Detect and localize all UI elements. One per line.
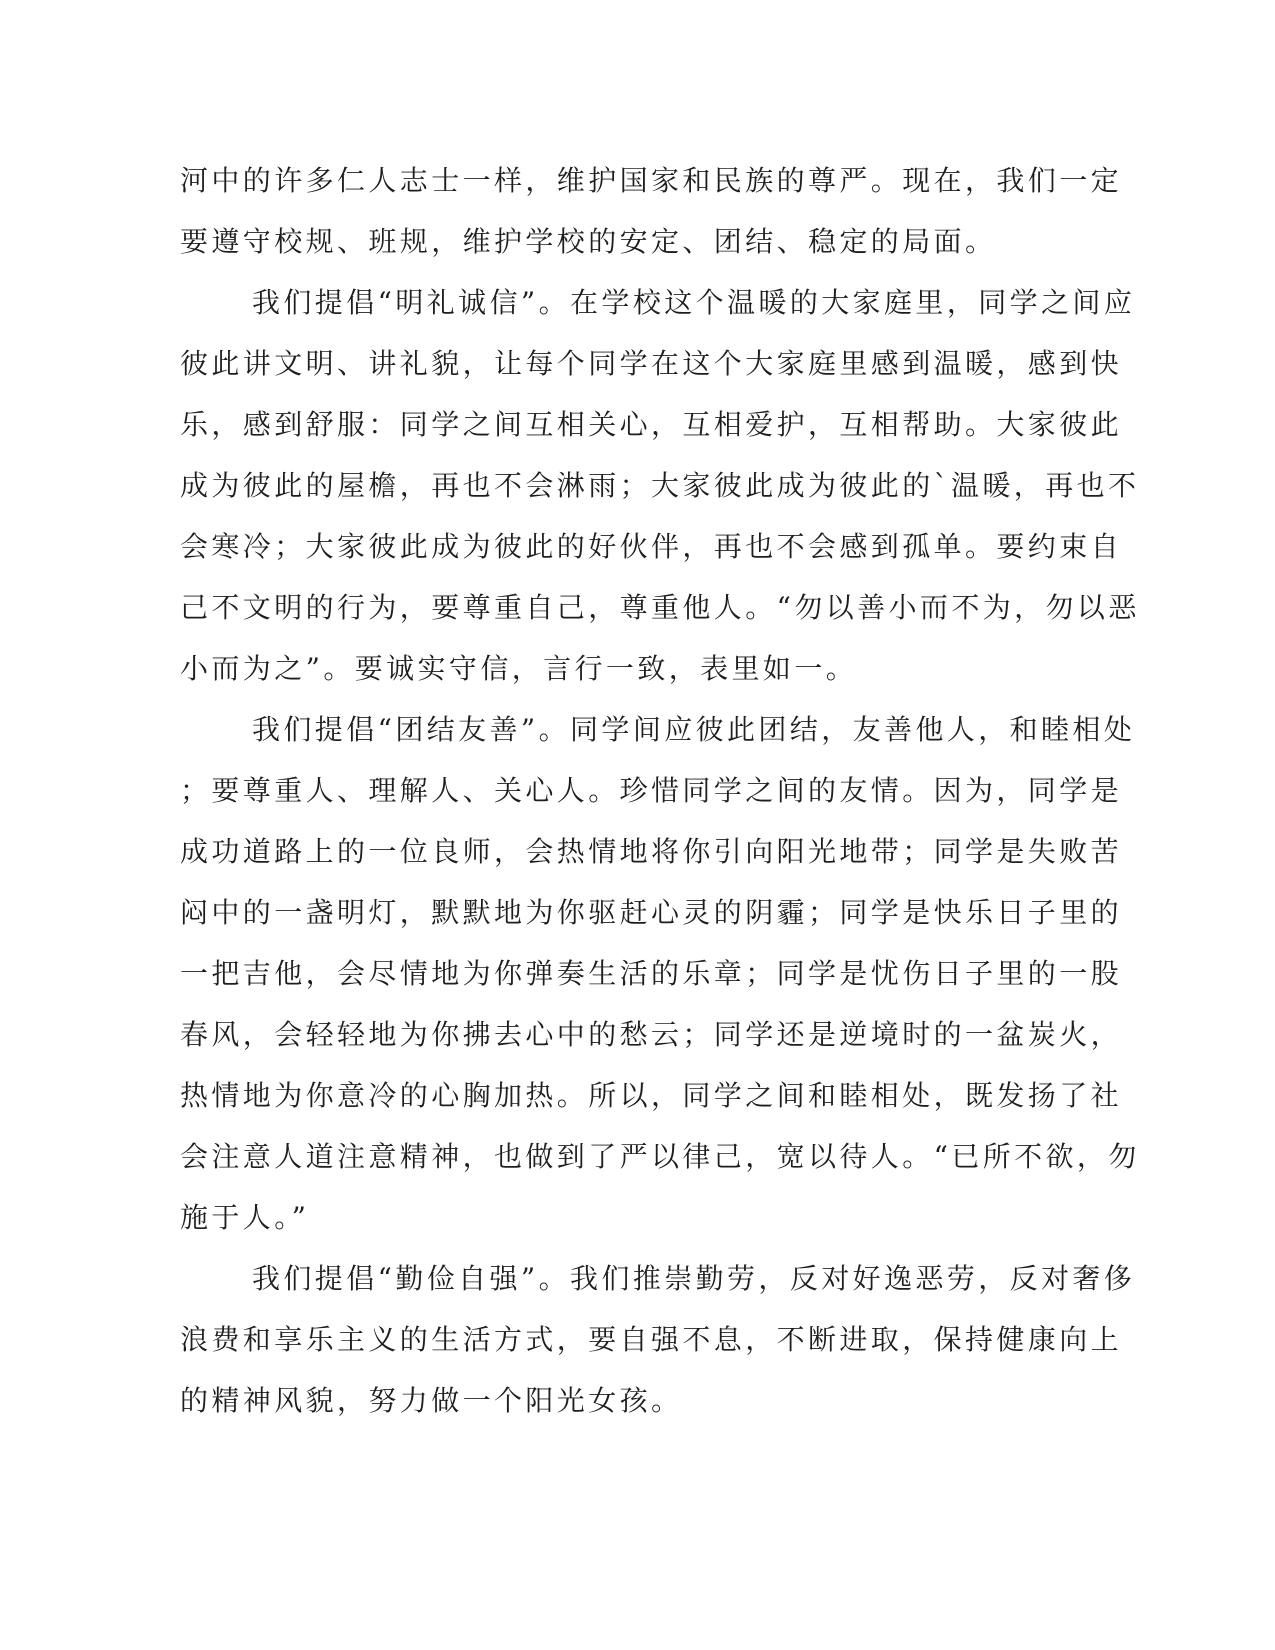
text-line: 我们提倡“勤俭自强”。我们推崇勤劳，反对好逸恶劳，反对奢侈	[252, 1262, 1136, 1295]
text-line: 己不文明的行为，要尊重自己，尊重他人。“勿以善小而不为，勿以恶	[180, 591, 1140, 624]
text-line: 小而为之”。要诚实守信，言行一致，表里如一。	[180, 652, 858, 685]
paragraph-2	[180, 272, 1140, 699]
text-line: 会注意人道注意精神，也做到了严以律己，宽以待人。“已所不欲，勿	[180, 1140, 1140, 1173]
text-line: 成为彼此的屋檐，再也不会淋雨；大家彼此成为彼此的`温暖，再也不	[180, 469, 1140, 502]
text-line: 彼此讲文明、讲礼貌，让每个同学在这个大家庭里感到温暖，感到快	[180, 347, 1123, 380]
text-line: 春风，会轻轻地为你拂去心中的愁云；同学还是逆境时的一盆炭火，	[180, 1018, 1123, 1051]
text-line: 成功道路上的一位良师，会热情地将你引向阳光地带；同学是失败苦	[180, 835, 1123, 868]
paragraph-4	[180, 1248, 1136, 1431]
text-line: 的精神风貌，努力做一个阳光女孩。	[180, 1384, 683, 1417]
paragraph-1	[180, 150, 1123, 272]
text-line: 浪费和享乐主义的生活方式，要自强不息，不断进取，保持健康向上	[180, 1323, 1123, 1356]
text-line: 我们提倡“团结友善”。同学间应彼此团结，友善他人，和睦相处	[252, 713, 1136, 746]
text-line: 会寒冷；大家彼此成为彼此的好伙伴，再也不会感到孤单。要约束自	[180, 530, 1123, 563]
text-line: 闷中的一盏明灯，默默地为你驱赶心灵的阴霾；同学是快乐日子里的	[180, 896, 1123, 929]
text-line: ；要尊重人、理解人、关心人。珍惜同学之间的友情。因为，同学是	[180, 774, 1123, 807]
text-line: 一把吉他，会尽情地为你弹奏生活的乐章；同学是忧伤日子里的一股	[180, 957, 1123, 990]
text-line: 施于人。”	[180, 1201, 310, 1234]
document-body	[180, 150, 1140, 1431]
text-line: 我们提倡“明礼诚信”。在学校这个温暖的大家庭里，同学之间应	[252, 286, 1136, 319]
text-line: 乐，感到舒服：同学之间互相关心，互相爱护，互相帮助。大家彼此	[180, 408, 1123, 441]
paragraph-3	[180, 699, 1140, 1248]
text-line: 河中的许多仁人志士一样，维护国家和民族的尊严。现在，我们一定	[180, 164, 1123, 197]
text-line: 要遵守校规、班规，维护学校的安定、团结、稳定的局面。	[180, 225, 997, 258]
text-line: 热情地为你意冷的心胸加热。所以，同学之间和睦相处，既发扬了社	[180, 1079, 1123, 1112]
